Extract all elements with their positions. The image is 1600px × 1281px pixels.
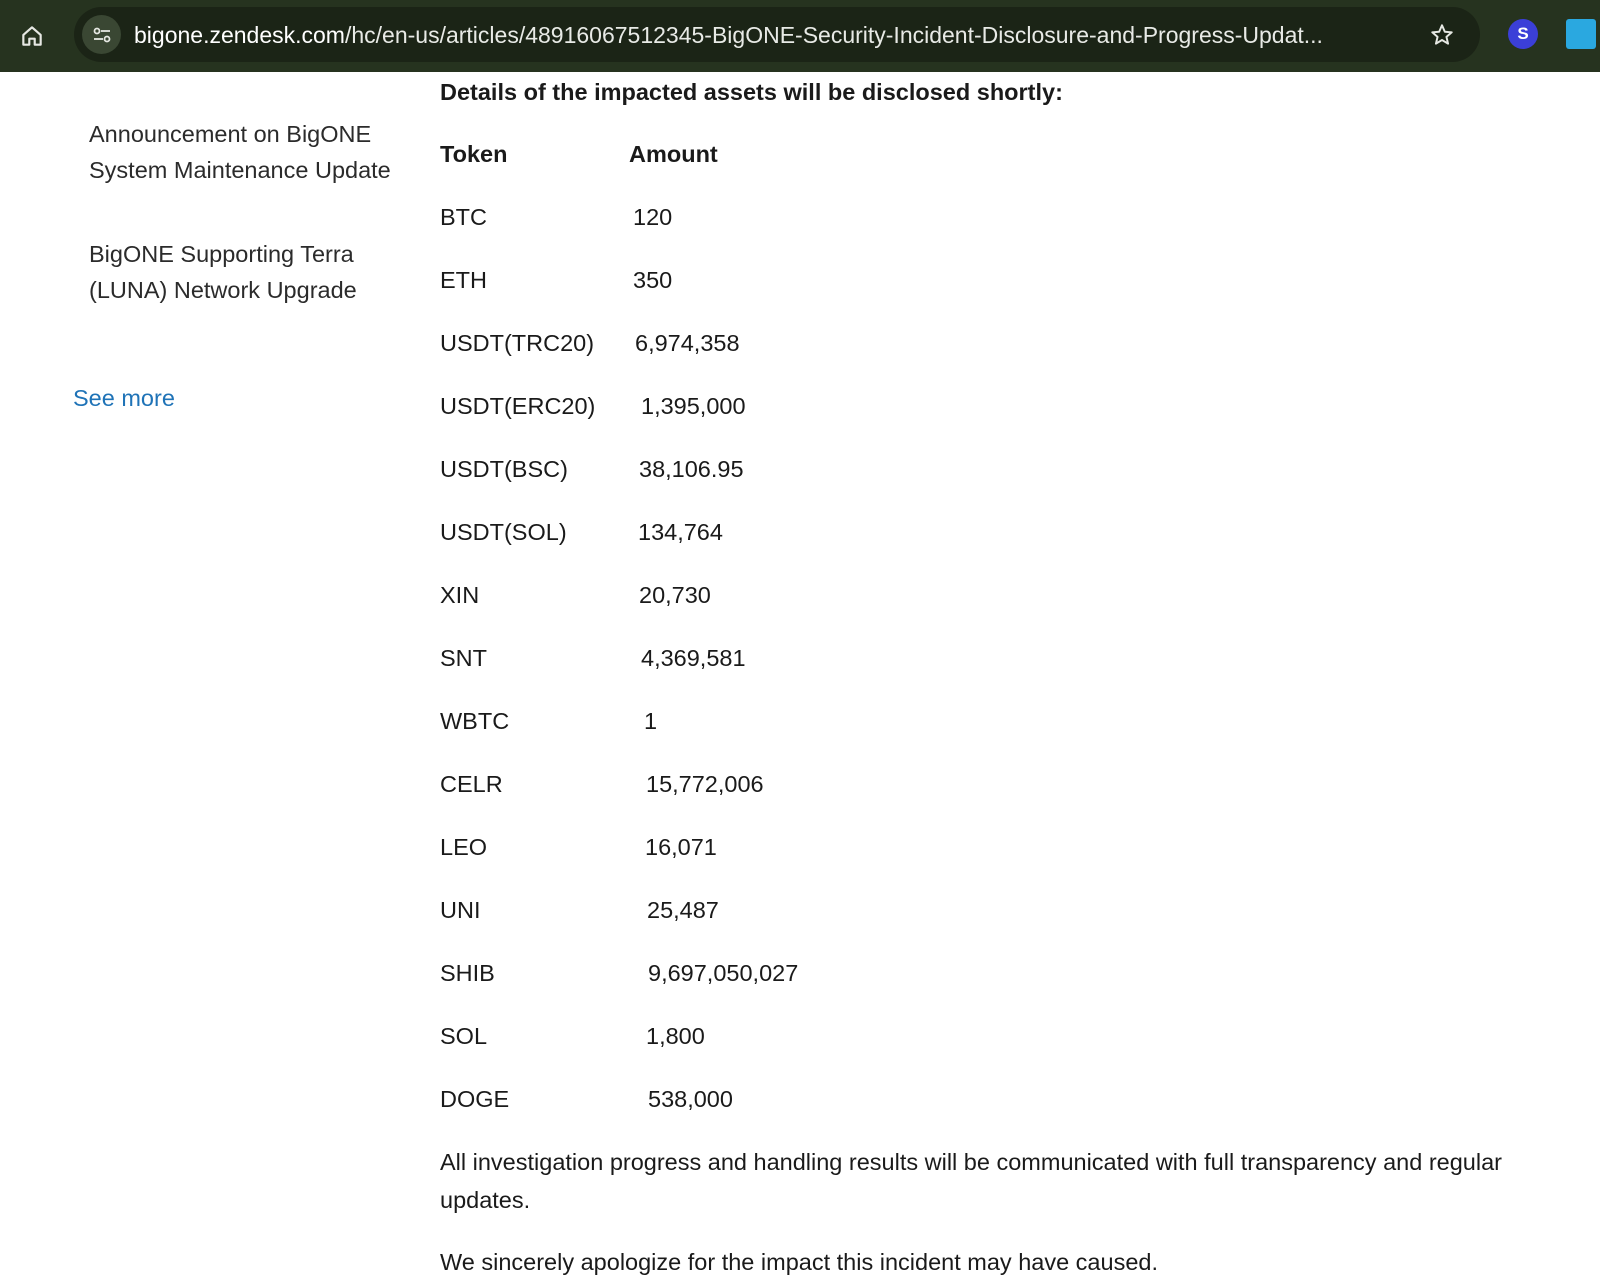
address-bar[interactable] [74,7,1480,62]
amount-cell: 1,395,000 [641,393,746,419]
url-path: /hc/en-us/articles/48916067512345-BigONE-Security-Incident-Disclosure-and-Progress-Updat... [344,22,1323,48]
amount-cell: 38,106.95 [639,456,744,482]
url-text[interactable] [134,21,1384,49]
home-icon [19,23,45,49]
amount-cell: 15,772,006 [646,771,764,797]
amount-cell: 6,974,358 [635,330,740,356]
related-article-link[interactable]: Announcement on BigONE System Maintenance Update [89,121,391,183]
token-cell: XIN [440,582,480,608]
token-cell: LEO [440,834,488,860]
see-more-link[interactable]: See more [73,385,175,411]
amount-cell: 16,071 [645,834,717,860]
token-cell: USDT(BSC) [440,456,568,482]
token-cell: CELR [440,771,503,797]
token-cell: WBTC [440,708,510,734]
home-button[interactable] [14,18,50,54]
amount-cell: 1,800 [646,1023,705,1049]
token-cell: DOGE [440,1086,510,1112]
related-article-link[interactable]: BigONE Supporting Terra (LUNA) Network Upgrade [89,241,357,303]
token-cell: USDT(TRC20) [440,330,595,356]
browser-toolbar [0,0,1600,72]
related-articles [89,116,409,356]
amount-cell: 350 [633,267,673,293]
url-host: bigone.zendesk.com [134,22,345,48]
article-paragraph: We sincerely apologize for the impact this incident may have caused. [440,1249,1158,1275]
column-header-amount: Amount [629,141,718,167]
amount-cell: 20,730 [639,582,711,608]
amount-cell: 134,764 [638,519,723,545]
amount-cell: 9,697,050,027 [648,960,799,986]
token-cell: BTC [440,204,487,230]
amount-cell: 1 [644,708,658,734]
extension-icon[interactable] [1566,19,1596,49]
amount-cell: 538,000 [648,1086,733,1112]
token-cell: USDT(ERC20) [440,393,596,419]
site-settings-button[interactable] [82,15,121,54]
bookmark-button[interactable] [1426,19,1458,51]
amount-cell: 120 [633,204,673,230]
article-paragraph: All investigation progress and handling results will be communicated with full transparency and regular updates. [440,1149,1502,1213]
token-cell: SHIB [440,960,495,986]
amount-cell: 4,369,581 [641,645,746,671]
amount-cell: 25,487 [647,897,719,923]
token-cell: SNT [440,645,487,671]
site-settings-icon [90,23,114,47]
profile-extension-icon[interactable]: S [1508,19,1538,49]
star-icon [1429,22,1455,48]
assets-intro-heading: Details of the impacted assets will be disclosed shortly: [440,79,1063,105]
token-cell: UNI [440,897,481,923]
token-cell: SOL [440,1023,488,1049]
token-cell: USDT(SOL) [440,519,567,545]
token-cell: ETH [440,267,487,293]
column-header-token: Token [440,141,508,167]
